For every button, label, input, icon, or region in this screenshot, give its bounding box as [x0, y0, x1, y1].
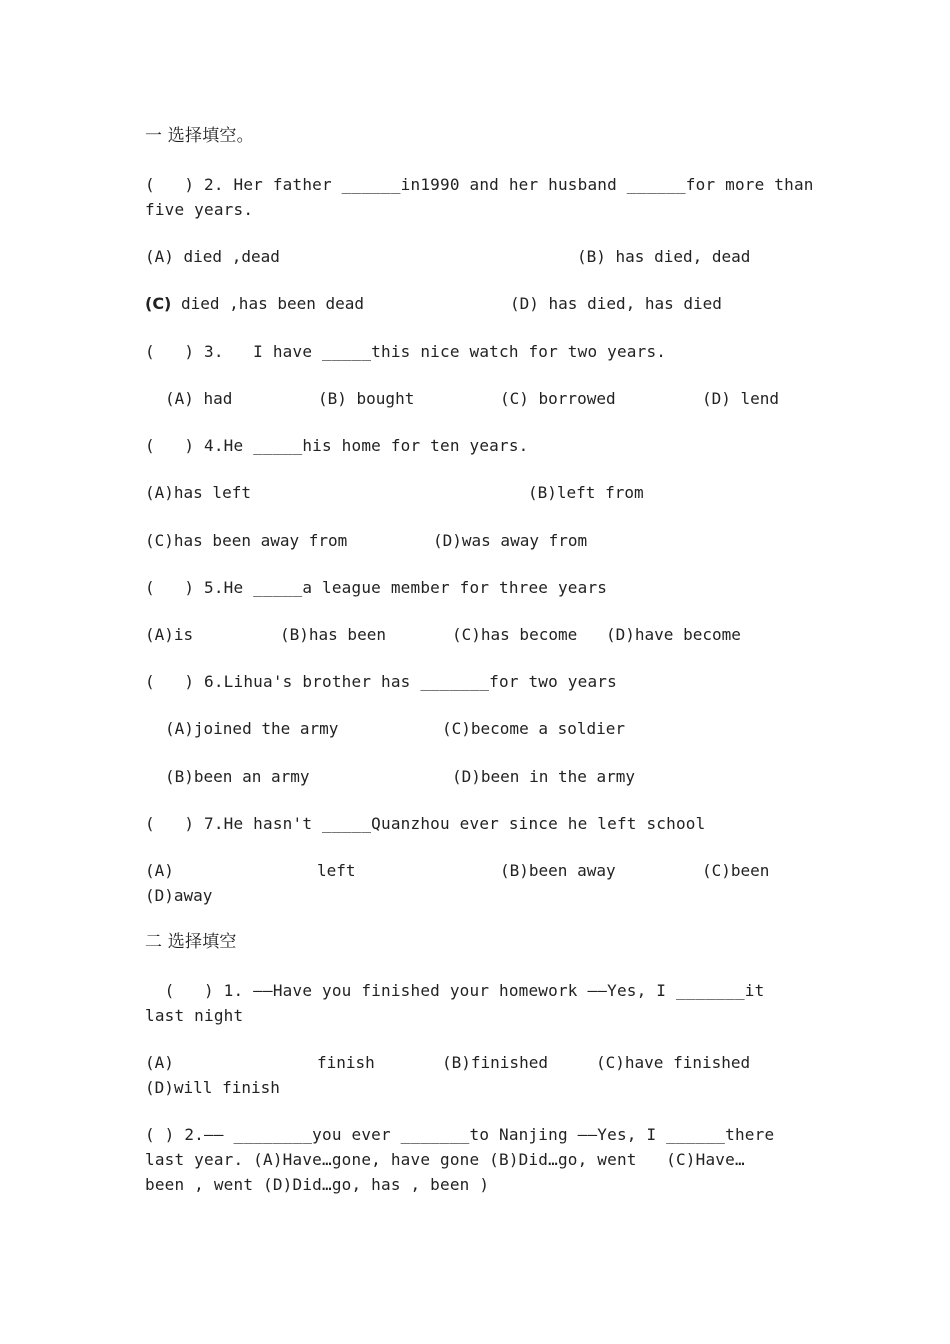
q2-option-b: (B) has died, dead [577, 247, 751, 266]
q2-option-a: (A) died ,dead [145, 247, 280, 266]
q2-stem-line1: ( ) 2. Her father ______in1990 and her husband ______for more than [145, 175, 814, 194]
s2-q1-option-d: (D)will finish [145, 1078, 280, 1097]
q3-option-c: (C) borrowed [500, 389, 616, 408]
s2-q1-option-c: (C)have finished [596, 1053, 751, 1072]
q3-option-b: (B) bought [318, 389, 415, 408]
q5-option-c: (C)has become [452, 625, 578, 644]
q4-option-a: (A)has left [145, 483, 251, 502]
q3-option-d: (D) lend [702, 389, 780, 408]
q2-option-d: (D) has died, has died [510, 294, 722, 313]
q3-option-a: (A) had [165, 389, 233, 408]
q3-stem: ( ) 3. I have _____this nice watch for two years. [145, 342, 667, 361]
q6-option-a: (A)joined the army [165, 719, 339, 738]
s2-q2-line2: last year. (A)Have…gone, have gone (B)Did…go, went (C)Have… [145, 1150, 745, 1169]
section-1-heading: 一 选择填空。 [145, 126, 254, 146]
s2-q2-line1: ( ) 2.—— ________you ever _______to Nanjing ——Yes, I ______there [145, 1125, 775, 1144]
q5-option-b: (B)has been [280, 625, 386, 644]
q6-option-c: (C)become a soldier [442, 719, 626, 738]
q7-option-d: (D)away [145, 886, 213, 905]
q4-option-c: (C)has been away from [145, 531, 348, 550]
q5-stem: ( ) 5.He _____a league member for three years [145, 578, 608, 597]
q6-option-d: (D)been in the army [452, 767, 636, 786]
q7-option-a-text: left [317, 861, 356, 880]
s2-q1-option-b: (B)finished [442, 1053, 548, 1072]
q7-option-c: (C)been [702, 861, 770, 880]
s2-q1-stem-line1: ( ) 1. ——Have you finished your homework ——Yes, I _______it [145, 981, 765, 1000]
q2-option-c-letter: (C) [145, 294, 172, 313]
q4-option-b: (B)left from [528, 483, 644, 502]
q7-option-a: (A) [145, 861, 174, 880]
s2-q2-line3: been , went (D)Did…go, has , been ) [145, 1175, 490, 1194]
q2-option-c-text: died ,has been dead [171, 294, 365, 313]
q5-option-d: (D)have become [606, 625, 741, 644]
s2-q1-option-a-text: finish [317, 1053, 375, 1072]
q2-stem-line2: five years. [145, 200, 254, 219]
q5-option-a: (A)is [145, 625, 194, 644]
q7-option-b: (B)been away [500, 861, 616, 880]
s2-q1-stem-line2: last night [145, 1006, 244, 1025]
q6-option-b: (B)been an army [165, 767, 310, 786]
q6-stem: ( ) 6.Lihua's brother has _______for two years [145, 672, 617, 691]
q4-stem: ( ) 4.He _____his home for ten years. [145, 436, 529, 455]
q4-option-d: (D)was away from [433, 531, 588, 550]
q7-stem: ( ) 7.He hasn't _____Quanzhou ever since he left school [145, 814, 706, 833]
section-2-heading: 二 选择填空 [145, 932, 237, 952]
s2-q1-option-a: (A) [145, 1053, 174, 1072]
q2-option-c [145, 291, 364, 316]
